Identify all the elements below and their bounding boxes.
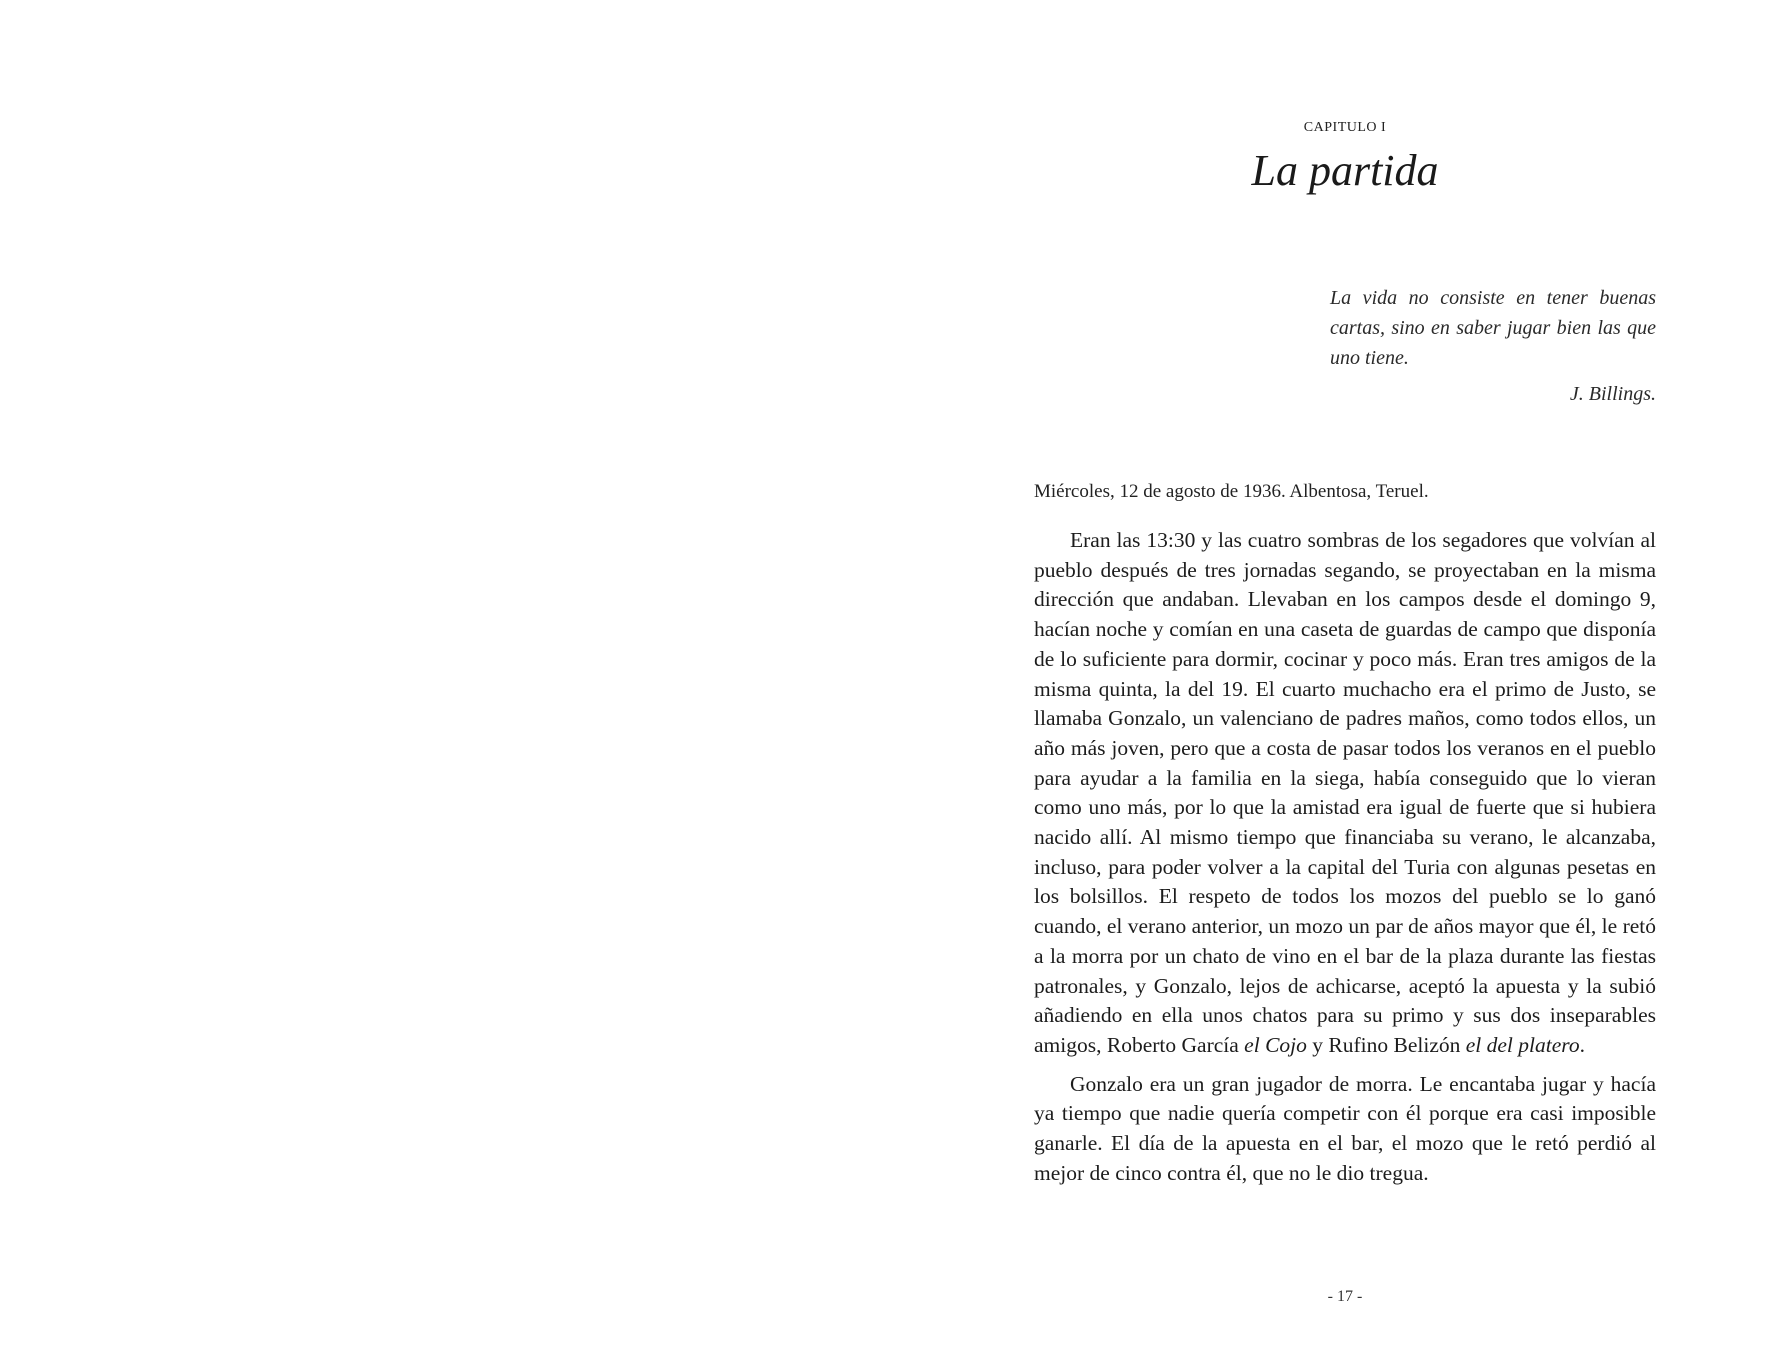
- epigraph-author: J. Billings.: [1569, 383, 1656, 405]
- paragraph-text: .: [1579, 1032, 1585, 1057]
- dateline: Miércoles, 12 de agosto de 1936. Albentosa, Teruel.: [1034, 481, 1429, 502]
- chapter-label: CAPITULO I: [1303, 120, 1387, 135]
- page-number: - 17 -: [1327, 1288, 1363, 1305]
- paragraph-text: Eran las 13:30 y las cuatro sombras de los segadores que volvían al pueblo después de tres jornadas segando, se proyectaban en la misma dirección que andaban. Llevaban en los campos desde el domingo 9, hacían noche y comían en una caseta de guardas de campo que disponía de lo suficiente para dormir, cocinar y poco más. Eran tres amigos de la misma quinta, la del 19. El cuarto muchacho era el primo de Justo, se llamaba Gonzalo, un valenciano de padres maños, como todos ellos, un año más joven, pero que a costa de pasar todos los veranos en el pueblo para ayudar a la familia en la siega, había conseguido que lo vieran como uno más, por lo que la amistad era igual de fuerte que si hubiera nacido allí. Al mismo tiempo que financiaba su verano, le alcanzaba, incluso, para poder volver a la capital del Turia con algunas pesetas en los bolsillos. El respeto de todos los mozos del pueblo se lo ganó cuando, el verano anterior, un mozo un par de años mayor que él, le retó a la morra por un chato de vino en el bar de la plaza durante las fiestas patronales, y Gonzalo, lejos de achicarse, aceptó la apuesta y la subió añadiendo en ella unos chatos para su primo y sus dos inseparables amigos, Roberto García: [1034, 528, 1656, 1057]
- paragraph: Gonzalo era un gran jugador de morra. Le encantaba jugar y hacía ya tiempo que nadie quería competir con él porque era casi imposible ganarle. El día de la apuesta en el bar, el mozo que le retó perdió al mejor de cinco contra él, que no le dio tregua.: [1034, 1071, 1656, 1185]
- nickname: el Cojo: [1244, 1032, 1307, 1057]
- paragraph-text: y Rufino Belizón: [1312, 1032, 1461, 1057]
- chapter-title: La partida: [1251, 146, 1439, 195]
- body-text: [1034, 526, 1656, 1197]
- nickname: el del platero: [1465, 1032, 1580, 1057]
- epigraph-quote: La vida no consiste en tener buenas cartas, sino en saber jugar bien las que uno tiene.: [1330, 287, 1656, 369]
- paragraph: [1034, 526, 1656, 1061]
